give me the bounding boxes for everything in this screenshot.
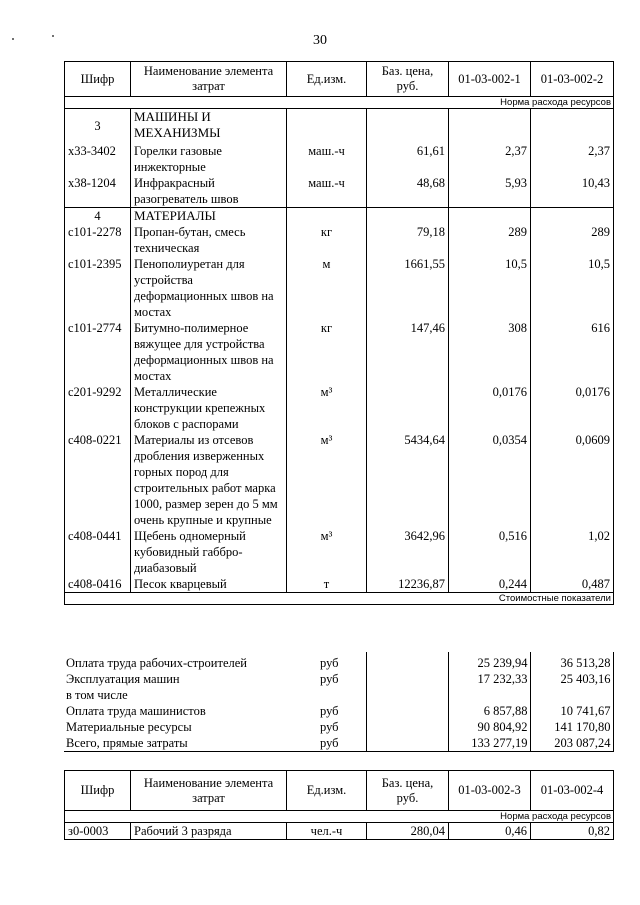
table-row [65, 576, 614, 593]
table-row [65, 823, 614, 840]
totals-value-2: 141 170,80 [530, 719, 613, 735]
row-value-2: 0,0609 [531, 432, 614, 528]
row-price: 3642,96 [367, 528, 449, 576]
section-code: 3 [65, 109, 131, 144]
row-code: х38-1204 [65, 175, 131, 208]
row-price [367, 384, 449, 432]
table-header [65, 771, 614, 811]
section-title: МАТЕРИАЛЫ [131, 208, 287, 225]
row-code: с408-0441 [65, 528, 131, 576]
totals-value-2: 36 513,28 [530, 652, 613, 671]
row-code: с101-2774 [65, 320, 131, 384]
row-name: Щебень одномерный кубовидный габбро-диабазовый [131, 528, 287, 576]
totals-row [64, 735, 613, 752]
row-unit: м³ [287, 384, 367, 432]
row-code: с408-0416 [65, 576, 131, 593]
band-row [65, 97, 614, 109]
row-value-2: 10,5 [531, 256, 614, 320]
row-code: с408-0221 [65, 432, 131, 528]
machines-list [65, 143, 614, 208]
totals-spacer [366, 719, 448, 735]
totals-value-2 [530, 687, 613, 703]
row-value-2: 0,0176 [531, 384, 614, 432]
page-number: 30 [313, 33, 327, 48]
row-value-1: 0,46 [449, 823, 531, 840]
header-col2: 01-03-002-4 [531, 771, 614, 811]
row-code: с101-2395 [65, 256, 131, 320]
band-norma: Норма расхода ресурсов [65, 811, 614, 823]
band-norma: Норма расхода ресурсов [65, 97, 614, 109]
table-row [65, 256, 614, 320]
row-value-2: 0,82 [531, 823, 614, 840]
header-price: Баз. цена, руб. [367, 771, 449, 811]
row-price: 61,61 [367, 143, 449, 175]
row-price: 12236,87 [367, 576, 449, 593]
header-unit: Ед.изм. [287, 62, 367, 97]
row-unit: чел.-ч [287, 823, 367, 840]
header-code: Шифр [65, 771, 131, 811]
resource-table-2 [64, 770, 614, 840]
row-name: Пропан-бутан, смесь техническая [131, 224, 287, 256]
totals-row [64, 719, 613, 735]
row-value-2: 0,487 [531, 576, 614, 593]
totals-label: Эксплуатация машин [66, 672, 180, 686]
totals-unit: руб [320, 656, 339, 670]
totals-label: Оплата труда машинистов [66, 704, 206, 718]
table-row [65, 143, 614, 175]
table-header [65, 62, 614, 97]
totals-value-1: 90 804,92 [448, 719, 530, 735]
table-row [65, 175, 614, 208]
totals-row [64, 671, 613, 687]
row-value-1: 308 [449, 320, 531, 384]
totals-row [64, 652, 613, 671]
section-code: 4 [65, 208, 131, 225]
band-cost: Стоимостные показатели [65, 593, 614, 605]
header-code: Шифр [65, 62, 131, 97]
totals-label: Всего, прямые затраты [64, 735, 318, 752]
totals-spacer [366, 671, 448, 687]
row-unit: маш.-ч [287, 175, 367, 208]
row-value-1: 289 [449, 224, 531, 256]
totals-spacer [366, 687, 448, 703]
totals-unit [318, 687, 366, 703]
section-title: МАШИНЫ И МЕХАНИЗМЫ [131, 109, 287, 144]
totals-value-2: 10 741,67 [530, 703, 613, 719]
totals-unit: руб [320, 704, 339, 718]
row-value-1: 0,516 [449, 528, 531, 576]
row-value-1: 5,93 [449, 175, 531, 208]
header-price: Баз. цена, руб. [367, 62, 449, 97]
row-value-1: 0,244 [449, 576, 531, 593]
row-value-2: 616 [531, 320, 614, 384]
row-value-2: 1,02 [531, 528, 614, 576]
row-unit: т [287, 576, 367, 593]
section-row [65, 109, 614, 144]
totals-label: Материальные ресурсы [66, 720, 192, 734]
row-price: 79,18 [367, 224, 449, 256]
table-row [65, 224, 614, 256]
totals-value-2: 203 087,24 [530, 735, 613, 752]
totals-row [64, 687, 613, 703]
table-row [65, 320, 614, 384]
row-name: Материалы из отсевов дробления изверженных горных пород для строительных работ марка 1000, размер зерен до 5 мм очень крупные и крупные [131, 432, 287, 528]
totals-spacer [366, 703, 448, 719]
row-value-2: 10,43 [531, 175, 614, 208]
totals-value-1: 25 239,94 [448, 652, 530, 671]
row-price: 147,46 [367, 320, 449, 384]
row-name: Инфракрасный разогреватель швов [131, 175, 287, 208]
totals-label: Оплата труда рабочих-строителей [66, 656, 247, 670]
row-price: 280,04 [367, 823, 449, 840]
row-name: Битумно-полимерное вяжущее для устройства деформационных швов на мостах [131, 320, 287, 384]
row-unit: м³ [287, 528, 367, 576]
totals-value-1 [448, 687, 530, 703]
header-name: Наименование элемента затрат [131, 62, 287, 97]
row-name: Металлические конструкции крепежных блоков с распорами [131, 384, 287, 432]
table-row [65, 384, 614, 432]
totals-label: в том числе [66, 688, 128, 702]
row-unit: м³ [287, 432, 367, 528]
row-value-2: 2,37 [531, 143, 614, 175]
row-code: с101-2278 [65, 224, 131, 256]
totals-row [64, 703, 613, 719]
row-code: з0-0003 [65, 823, 131, 840]
row-price: 5434,64 [367, 432, 449, 528]
row-value-1: 10,5 [449, 256, 531, 320]
row-value-1: 2,37 [449, 143, 531, 175]
row-unit: кг [287, 320, 367, 384]
totals-value-1: 17 232,33 [448, 671, 530, 687]
row-unit: кг [287, 224, 367, 256]
row-price: 1661,55 [367, 256, 449, 320]
row-name: Горелки газовые инжекторные [131, 143, 287, 175]
header-col1: 01-03-002-3 [449, 771, 531, 811]
row-unit: маш.-ч [287, 143, 367, 175]
row-value-1: 0,0176 [449, 384, 531, 432]
section-row [65, 208, 614, 225]
totals-spacer [366, 652, 448, 671]
resource-table-1 [64, 61, 614, 605]
row-price: 48,68 [367, 175, 449, 208]
band-row [65, 593, 614, 605]
row-name: Песок кварцевый [131, 576, 287, 593]
totals-value-2: 25 403,16 [530, 671, 613, 687]
totals-unit: руб [318, 735, 366, 752]
header-unit: Ед.изм. [287, 771, 367, 811]
band-row [65, 811, 614, 823]
table-row [65, 432, 614, 528]
totals-value-1: 133 277,19 [448, 735, 530, 752]
row-name: Рабочий 3 разряда [131, 823, 287, 840]
totals-table [64, 652, 614, 752]
row-code: с201-9292 [65, 384, 131, 432]
header-name: Наименование элемента затрат [131, 771, 287, 811]
totals-spacer [366, 735, 448, 752]
totals-value-1: 6 857,88 [448, 703, 530, 719]
header-col1: 01-03-002-1 [449, 62, 531, 97]
totals-unit: руб [320, 720, 339, 734]
row-value-2: 289 [531, 224, 614, 256]
materials-list [65, 224, 614, 593]
totals-unit: руб [320, 672, 339, 686]
table-row [65, 528, 614, 576]
header-col2: 01-03-002-2 [531, 62, 614, 97]
row-code: х33-3402 [65, 143, 131, 175]
row-value-1: 0,0354 [449, 432, 531, 528]
row-unit: м [287, 256, 367, 320]
row-name: Пенополиуретан для устройства деформационных швов на мостах [131, 256, 287, 320]
